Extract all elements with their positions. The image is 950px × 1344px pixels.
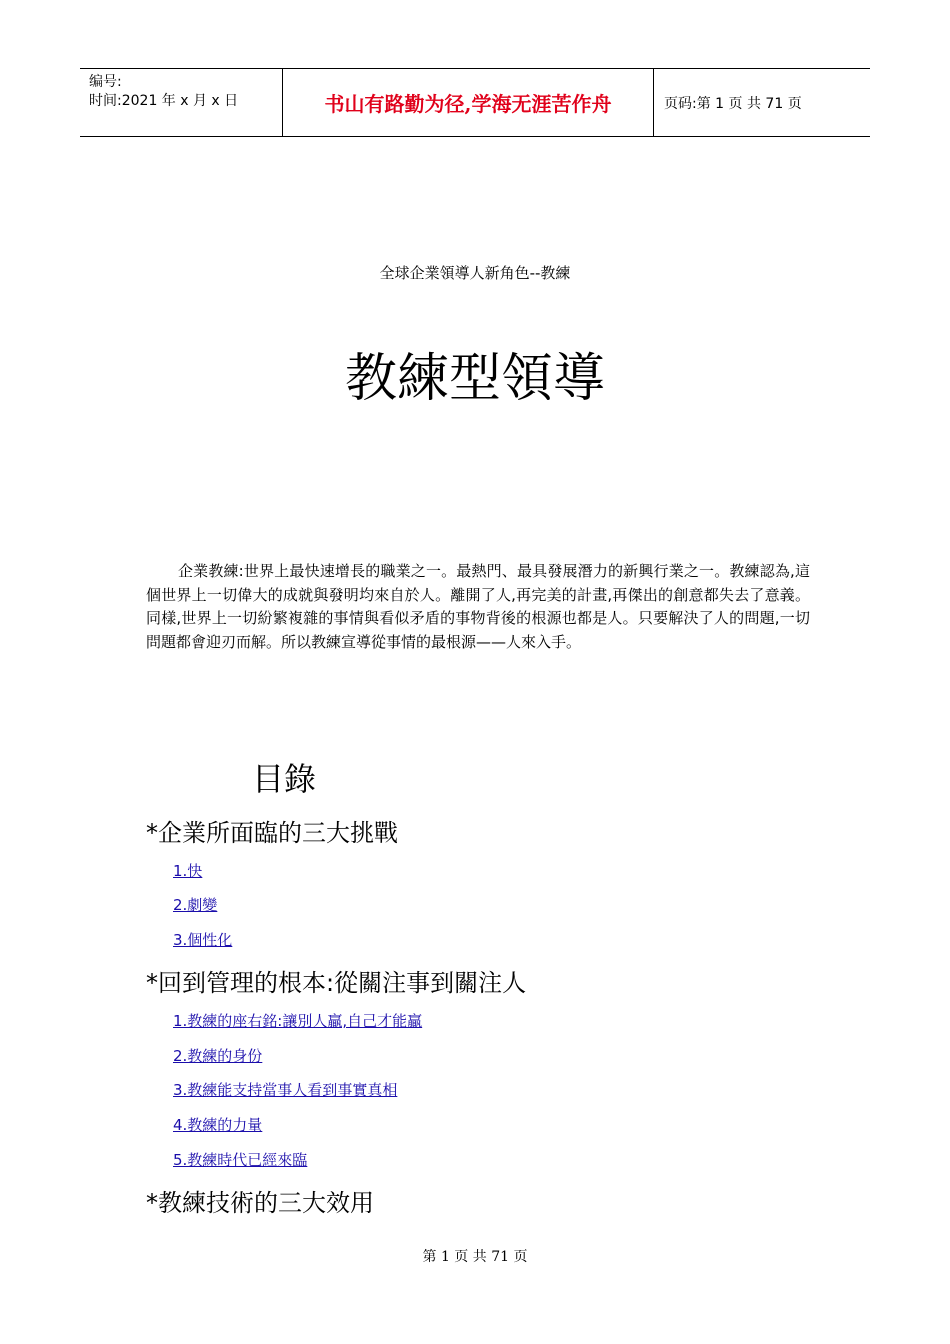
toc-section-heading: *回到管理的根本:從關注事到關注人 [146,969,527,997]
toc-link[interactable]: 1.快 [173,862,203,880]
header-table [80,68,870,137]
toc-section-heading: *教練技術的三大效用 [146,1189,374,1217]
document-title: 教練型領導 [344,349,605,409]
toc-link[interactable]: 2.教練的身份 [173,1047,263,1065]
intro-paragraph: 企業教練:世界上最快速增長的職業之一。最熱門、最具發展潛力的新興行業之一。教練認為,這個世界上一切偉大的成就與發明均來自於人。離開了人,再完美的計畫,再傑出的創意都失去了意義。同樣,世界上一切紛繁複雜的事情與看似矛盾的事物背後的根源也都是人。只要解決了人的問題,一切問題都會迎刃而解。所以教練宣導從事情的最根源——人來入手。 [146,562,810,651]
toc-link[interactable]: 4.教練的力量 [173,1116,263,1134]
header-meta-cell [80,69,282,136]
header-motto: 书山有路勤为径,学海无涯苦作舟 [282,69,654,136]
toc-link[interactable]: 3.教練能支持當事人看到事實真相 [173,1081,398,1099]
toc-link[interactable]: 1.教練的座右銘:讓別人贏,自己才能贏 [173,1012,423,1030]
toc-link[interactable]: 2.劇變 [173,896,218,914]
toc-link[interactable]: 3.個性化 [173,931,233,949]
toc-link[interactable]: 5.教練時代已經來臨 [173,1151,308,1169]
toc-section-heading: *企業所面臨的三大挑戰 [146,819,398,847]
page-footer: 第 1 页 共 71 页 [422,1249,528,1265]
toc-title: 目錄 [252,760,317,798]
number-label: 编号: [89,74,122,90]
date-label: 时间:2021 年 x 月 x 日 [89,93,239,109]
document-subtitle: 全球企業領導人新角色--教練 [379,264,571,282]
header-page-info: 页码:第 1 页 共 71 页 [664,95,802,112]
